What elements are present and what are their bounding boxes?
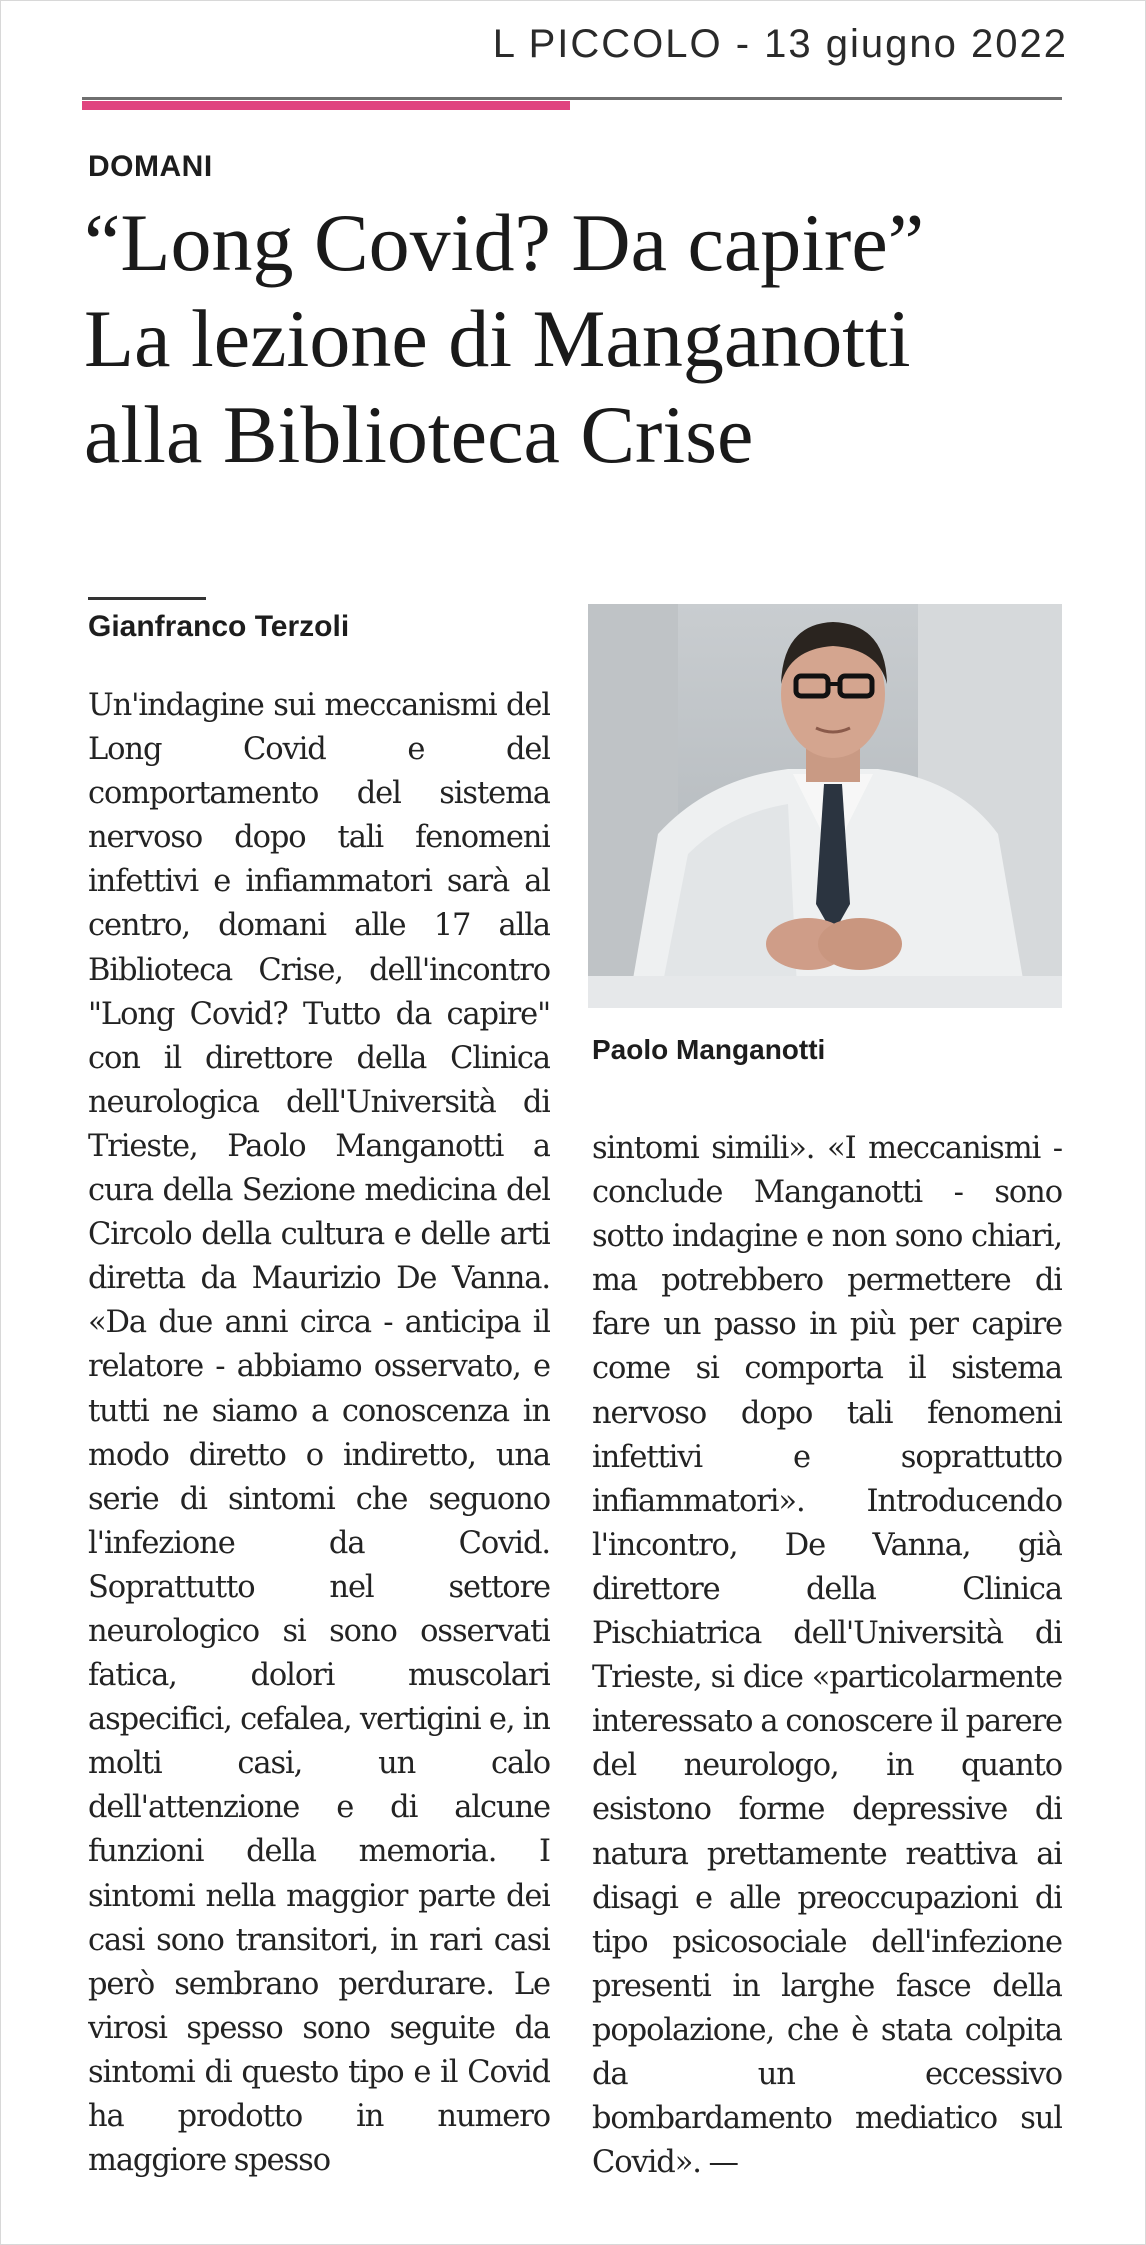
author-byline: Gianfranco Terzoli	[88, 610, 350, 643]
article-body-right: sintomi simili». «I meccanismi - conclude Manganotti - sono sotto indagine e non sono chiari, ma potrebbero permettere di fare un passo in più per capire come si comporta il sistema nervoso dopo tali fenomeni infettivi e soprattutto infiammatori». Introducendo l'incontro, De Vanna, già direttore della Clinica Pischiatrica dell'Università di Trieste, si dice «particolarmente interessato a conoscere il parere del neurologo, in quanto esistono forme depressive di natura prettamente reattiva ai disagi e alle preoccupazioni di tipo psicosociale dell'infezione presenti in larghe fasce della popolazione, che è stata colpita da un eccessivo bombardamento mediatico sul Covid». —	[592, 1131, 1062, 2181]
author-rule	[88, 597, 206, 600]
headline-line-3: alla Biblioteca Crise	[84, 389, 754, 480]
masthead: L PICCOLO - 13 giugno 2022	[492, 22, 1068, 66]
headline-line-1: “Long Covid? Da capire”	[84, 197, 925, 288]
accent-rule	[82, 101, 570, 110]
portrait-illustration	[588, 604, 1062, 1008]
photo-caption: Paolo Manganotti	[592, 1034, 826, 1065]
headline-line-2: La lezione di Manganotti	[84, 293, 911, 384]
kicker: DOMANI	[88, 150, 213, 183]
headline	[84, 195, 1084, 483]
portrait-photo	[588, 604, 1062, 1008]
article-body-left: Un'indagine sui meccanismi del Long Covid e del comportamento del sistema nervoso dopo tali fenomeni infettivi e infiammatori sarà al centro, domani alle 17 alla Biblioteca Crise, dell'incontro "Long Covid? Tutto da capire" con il direttore della Clinica neurologica dell'Università di Trieste, Paolo Manganotti a cura della Sezione medicina del Circolo della cultura e delle arti diretta da Maurizio De Vanna. «Da due anni circa - anticipa il relatore - abbiamo osservato, e tutti ne siamo a conoscenza in modo diretto o indiretto, una serie di sintomi che seguono l'infezione da Covid. Soprattutto nel settore neurologico si sono osservati fatica, dolori muscolari aspecifici, cefalea, vertigini e, in molti casi, un calo dell'attenzione e di alcune funzioni della memoria. I sintomi nella maggior parte dei casi sono transitori, in rari casi però sembrano perdurare. Le virosi spesso sono seguite da sintomi di questo tipo e il Covid ha prodotto in numero maggiore spesso	[88, 688, 550, 2179]
header-rule	[82, 97, 1062, 100]
